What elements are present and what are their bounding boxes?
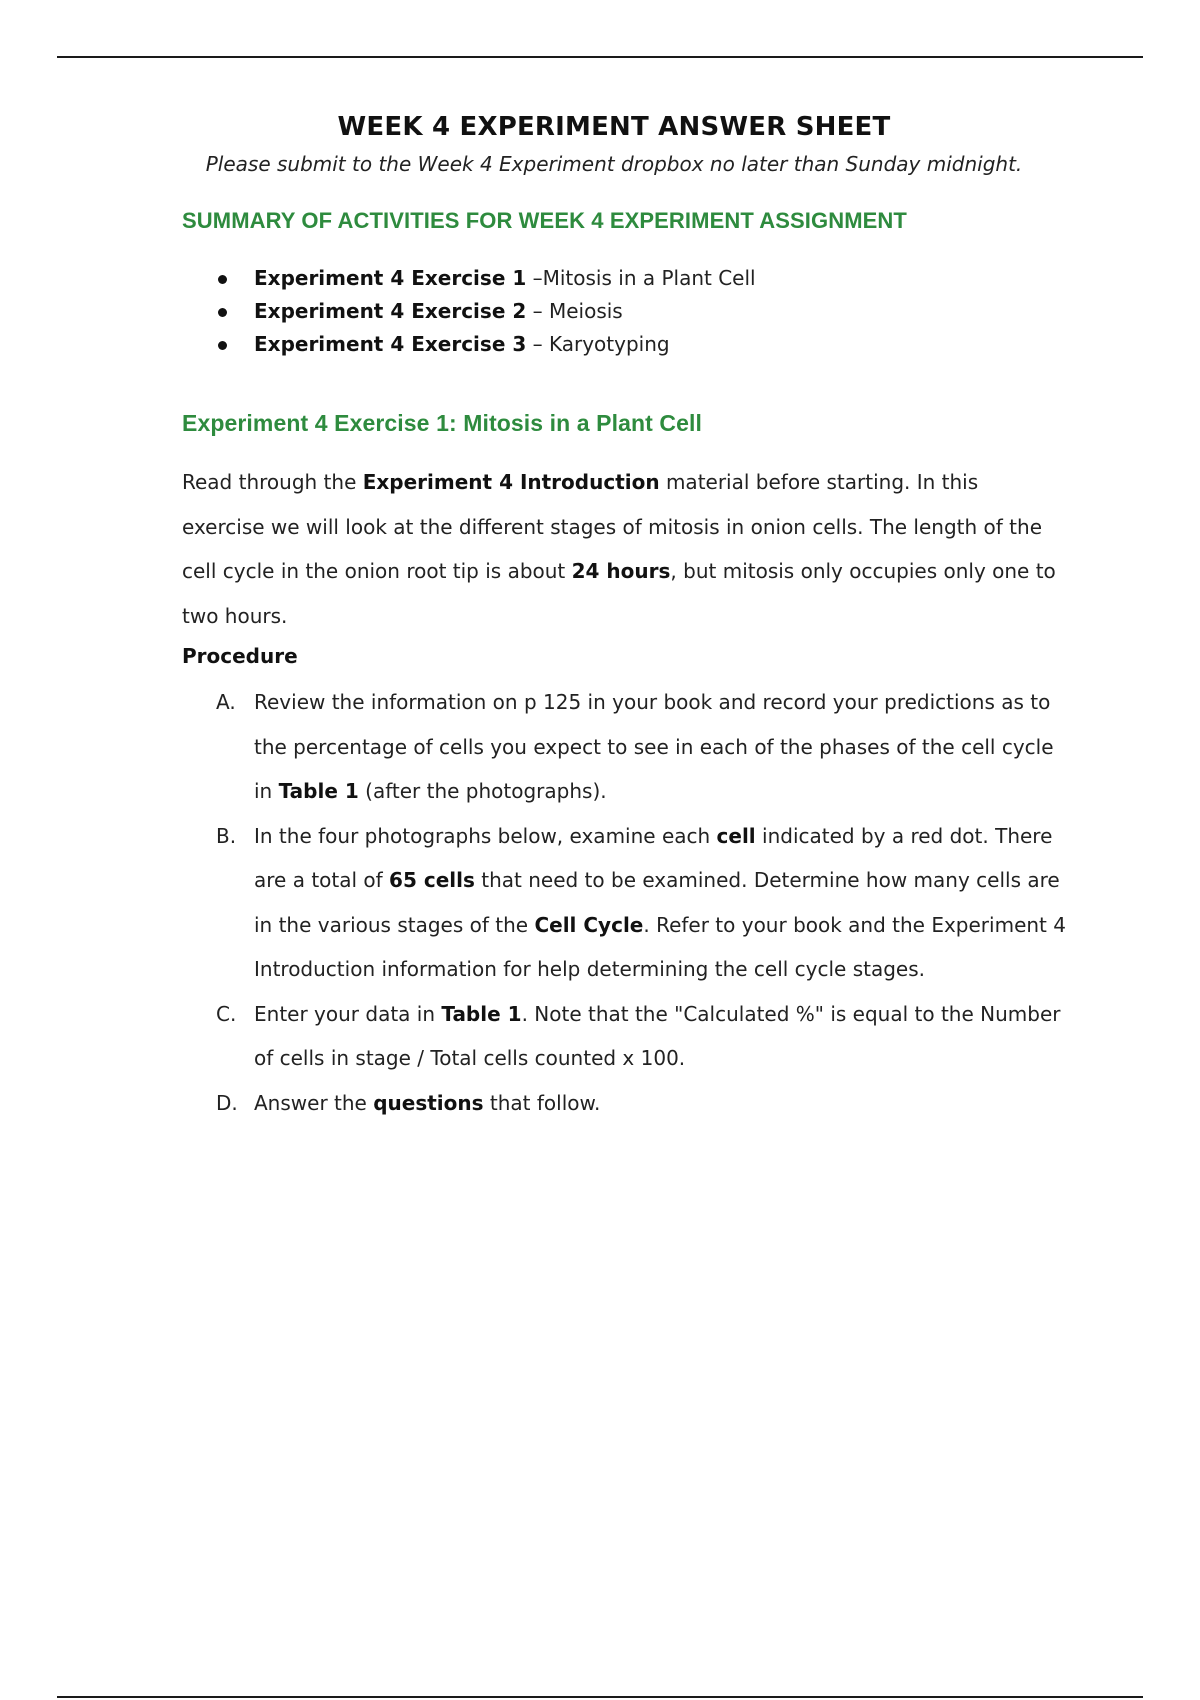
procedure-list (216, 680, 1066, 1125)
list-item-text: – Meiosis (526, 299, 623, 323)
step-letter: A. (216, 690, 236, 714)
intro-text: Read through the (182, 470, 363, 494)
step-text: Review the information on p 125 in your book and record your predictions as to the percentage of cells you expect to see in each of the phases of the cell cycle in (254, 690, 1054, 803)
bullet-icon (218, 341, 227, 350)
list-item-text: – Karyotyping (526, 332, 670, 356)
summary-heading: SUMMARY OF ACTIVITIES FOR WEEK 4 EXPERIMENT ASSIGNMENT (182, 208, 907, 233)
intro-bold: 24 hours (571, 559, 671, 583)
list-item (215, 262, 756, 295)
step-bold: Table 1 (441, 1001, 522, 1026)
bullet-icon (218, 308, 227, 317)
step-text: In the four photographs below, examine each (254, 823, 717, 848)
intro-text: material before starting. In this exercise we will look at the different stages of mitosis in onion cells. The length of the cell cycle in the onion root tip is about (182, 470, 1042, 583)
bullet-icon (218, 275, 227, 284)
step-text: Answer the (254, 1090, 374, 1115)
step-bold: 65 cells (389, 868, 475, 892)
step-bold: questions (373, 1090, 484, 1115)
list-item-title: Experiment 4 Exercise 2 (254, 299, 527, 323)
procedure-step (216, 1081, 1066, 1126)
step-bold: Cell Cycle (534, 912, 644, 937)
summary-list (215, 262, 756, 361)
page-title: WEEK 4 EXPERIMENT ANSWER SHEET (337, 112, 891, 142)
step-bold: cell (716, 823, 756, 848)
procedure-step (216, 680, 1066, 814)
step-text: (after the photographs). (358, 779, 607, 803)
step-text: indicated by a red dot. There are a total of (254, 823, 1053, 892)
intro-paragraph (182, 460, 1062, 638)
step-text: that follow. (483, 1090, 601, 1115)
list-item (215, 328, 756, 361)
exercise-heading: Experiment 4 Exercise 1: Mitosis in a Plant Cell (182, 410, 702, 436)
procedure-step (216, 814, 1066, 992)
step-letter: B. (216, 823, 237, 848)
list-item-text: –Mitosis in a Plant Cell (526, 266, 756, 290)
step-text: . Refer to your book and the Experiment 4 Introduction information for help determining the cell cycle stages. (254, 912, 1066, 981)
step-text: Enter your data in (254, 1001, 442, 1026)
page-subtitle: Please submit to the Week 4 Experiment dropbox no later than Sunday midnight. (205, 152, 1023, 176)
intro-bold: Experiment 4 Introduction (362, 470, 660, 494)
header-rule (57, 56, 1143, 58)
procedure-heading: Procedure (182, 644, 298, 668)
list-item (215, 295, 756, 328)
step-text: that need to be examined. Determine how many cells are in the various stages of the (254, 868, 1060, 937)
list-item-title: Experiment 4 Exercise 3 (254, 332, 527, 356)
step-letter: C. (216, 1001, 237, 1026)
step-text: . Note that the "Calculated %" is equal to the Number of cells in stage / Total cells counted x 100. (254, 1001, 1061, 1070)
footer-rule (57, 1696, 1143, 1698)
step-letter: D. (216, 1090, 238, 1115)
list-item-title: Experiment 4 Exercise 1 (254, 266, 527, 290)
intro-text: , but mitosis only occupies only one to two hours. (182, 559, 1056, 628)
procedure-step (216, 992, 1066, 1081)
step-bold: Table 1 (278, 779, 359, 803)
